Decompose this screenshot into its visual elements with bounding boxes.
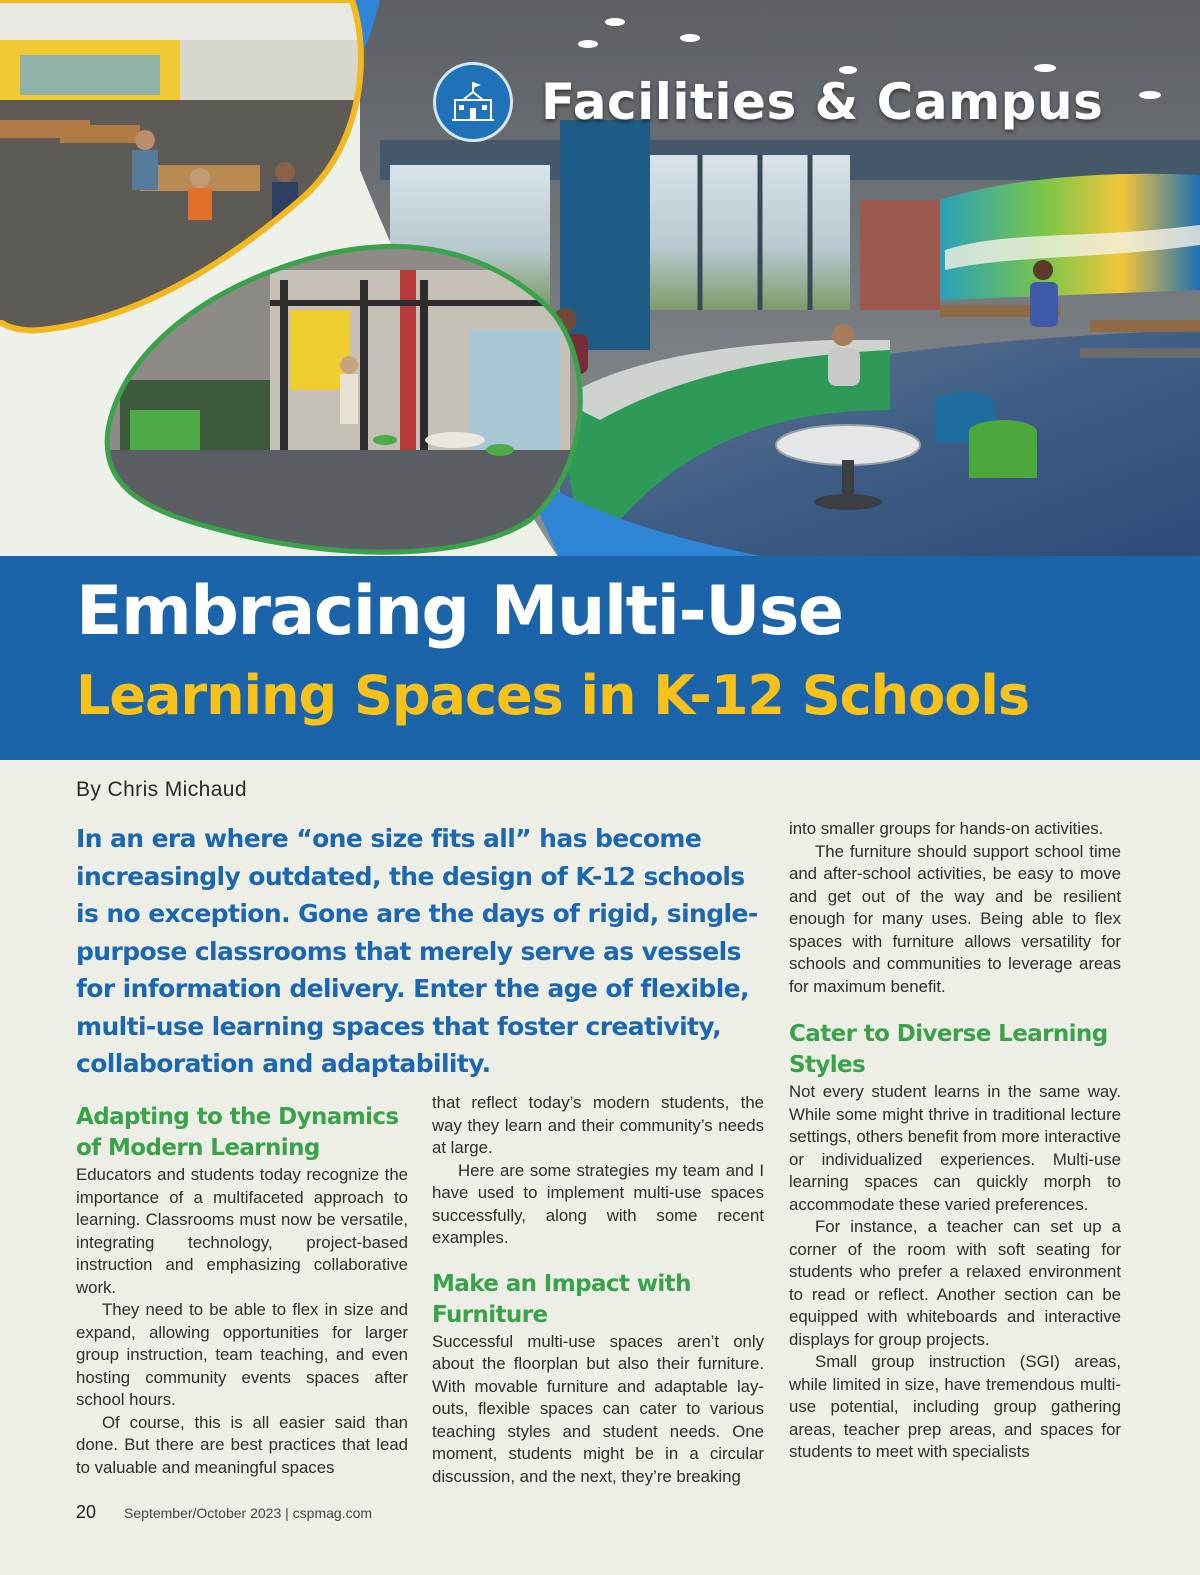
paragraph: They need to be able to flex in size and expand, allowing opportunities for larger group instruction, team teaching, and even hosting community events spaces after school hours. (76, 1300, 408, 1409)
page-number: 20 (76, 1502, 97, 1522)
paragraph: For instance, a teacher can set up a corner of the room with soft seating for students who prefer a relaxed environment to read or reflect. Another section can be equipped with whiteboards and interactive displays for group projects. (789, 1217, 1121, 1349)
column-1 (76, 1102, 408, 1479)
hero-section (0, 0, 1200, 760)
school-building-icon (433, 62, 513, 142)
section-heading: Adapting to the Dynamics of Modern Learning (76, 1104, 399, 1161)
issue-and-website: September/October 2023 | cspmag.com (124, 1505, 373, 1521)
column-2 (432, 1092, 764, 1488)
section-heading: Make an Impact with Furniture (432, 1270, 691, 1328)
article-title-line-1: Embracing Multi-Use (76, 572, 843, 651)
paragraph: that reflect today’s modern students, the way they learn and their community’s needs at large. (432, 1093, 764, 1157)
article-title-line-2: Learning Spaces in K-12 Schools (76, 664, 1029, 727)
page-footer (76, 1502, 372, 1523)
paragraph: Small group instruction (SGI) areas, while limited in size, have tremendous multi-use potential, including group gathering areas, teacher prep areas, and spaces for students to meet with specialists (789, 1352, 1121, 1461)
paragraph: Here are some strategies my team and I have used to implement multi-use spaces successfully, along with some recent examples. (432, 1160, 764, 1247)
section-heading: Cater to Diverse Learning Styles (789, 1021, 1108, 1078)
byline: By Chris Michaud (76, 778, 247, 801)
column-3 (789, 818, 1121, 1464)
intro-paragraph: In an era where “one size fits all” has become increasingly outdated, the design of K-12 schools is no exception. Gone are the days of rigid, single-purpose classrooms that merely serve as vessels for information delivery. Enter the age of flexible, multi-use learning spaces that foster creativity, collaboration and adaptability. (76, 824, 758, 1078)
category-label: Facilities & Campus (541, 73, 1104, 131)
paragraph: Not every student learns in the same way. While some might thrive in traditional lecture settings, others benefit from more interactive or individualized experiences. Multi-use learning spaces can quickly morph to accommodate these varied preferences. (789, 1082, 1121, 1214)
category-badge (433, 62, 1103, 142)
paragraph: Of course, this is all easier said than done. But there are best practices that lead to valuable and meaningful spaces (76, 1412, 408, 1477)
paragraph: Successful multi-use spaces aren’t only about the floorplan but also their furniture. With movable furniture and adaptable layouts, flexible spaces can cater to various teaching styles and student needs. One moment, students might be in a circular discussion, and the next, they’re breaking (432, 1331, 764, 1486)
paragraph: into smaller groups for hands-on activities. (789, 819, 1104, 838)
paragraph: Educators and students today recognize the importance of a multifaceted approach to learning. Classrooms must now be versatile, integrating technology, project-based instruction and emphasizing collaborative work. (76, 1165, 408, 1297)
paragraph: The furniture should support school time and after-school activities, be easy to move and get out of the way and be resilient enough for many uses. Being able to flex spaces with furniture allows versatility for schools and communities to leverage areas for maximum benefit. (789, 841, 1121, 996)
